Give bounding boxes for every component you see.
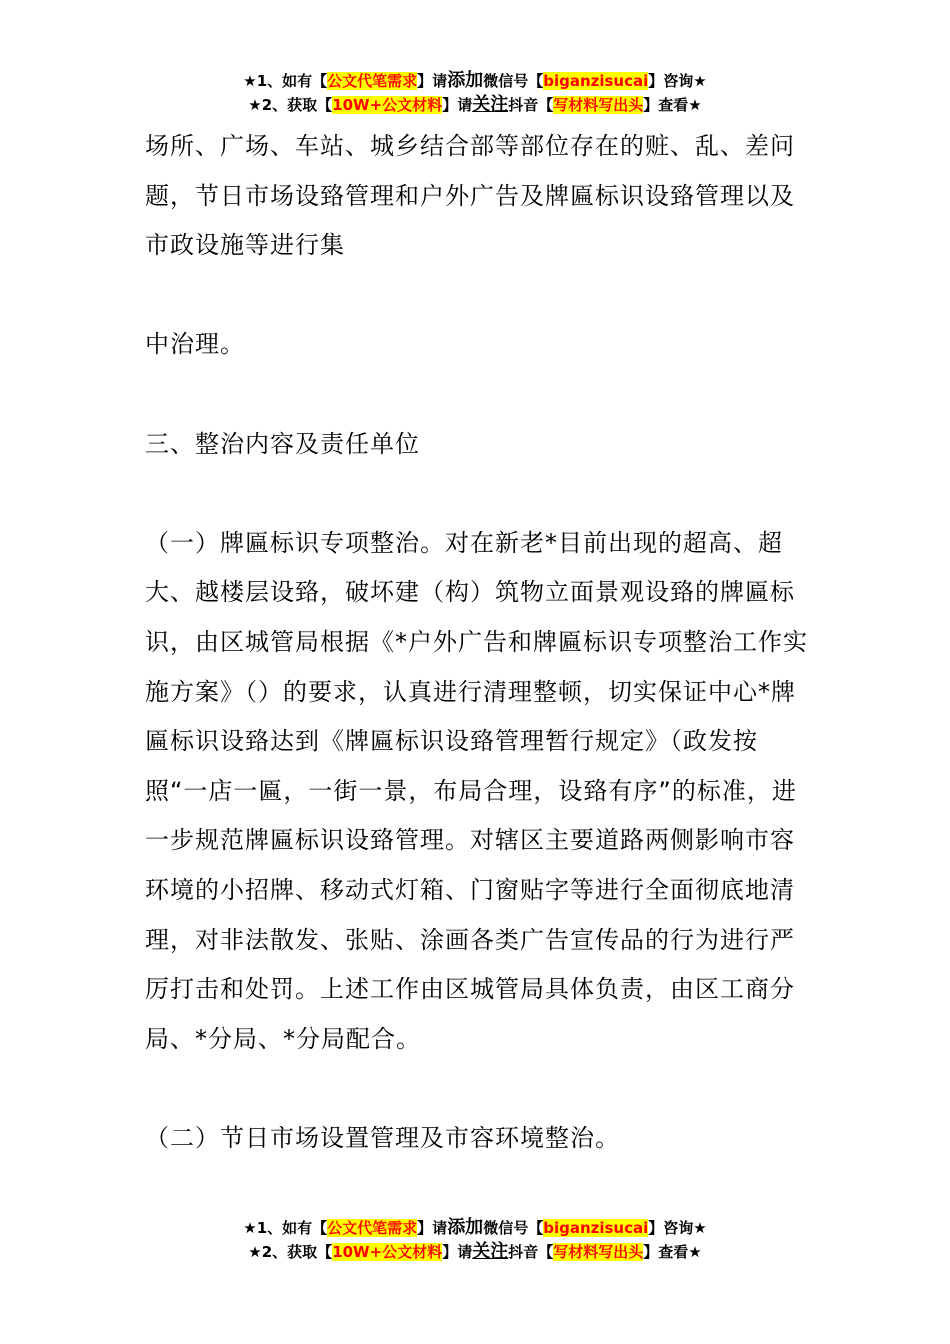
banner-text: 】请: [442, 1243, 473, 1261]
banner-highlight: biganzisucai: [543, 72, 649, 90]
document-body: [145, 122, 810, 1163]
banner-text: 】请: [442, 96, 473, 114]
paragraph: （二）节日市场设置管理及市容环境整治。: [145, 1123, 620, 1152]
banner-highlight: 公文代笔需求: [327, 1219, 418, 1237]
banner-text: 抖音【: [508, 1243, 554, 1261]
banner-highlight: 公文代笔需求: [327, 72, 418, 90]
banner-text: ★2、获取【: [248, 96, 333, 114]
section-heading: 三、整治内容及责任单位: [145, 429, 420, 458]
banner-emphasis: 添加: [447, 70, 484, 91]
banner-text: 】请: [417, 1219, 448, 1237]
banner-emphasis: 关注: [472, 1241, 509, 1262]
paragraph: 中治理。: [145, 330, 245, 359]
banner-text: 微信号【: [483, 72, 544, 90]
banner-line-2: [0, 1240, 950, 1264]
footer-banner: [0, 1216, 950, 1264]
banner-text: 】请: [417, 72, 448, 90]
banner-text: ★1、如有【: [243, 1219, 328, 1237]
banner-highlight: 10W+公文材料: [332, 1243, 443, 1261]
banner-emphasis: 添加: [447, 1217, 484, 1238]
banner-text: 】查看★: [643, 1243, 702, 1261]
paragraph: 场所、广场、车站、城乡结合部等部位存在的赃、乱、差问题，节日市场设臵管理和户外广告及牌匾标识设臵管理以及市政设施等进行集: [145, 132, 795, 260]
banner-highlight: 写材料写出头: [553, 1243, 644, 1261]
banner-highlight: 写材料写出头: [553, 96, 644, 114]
banner-emphasis: 关注: [472, 94, 509, 115]
banner-text: 抖音【: [508, 96, 554, 114]
header-banner: [0, 69, 950, 117]
banner-line-1: [0, 1216, 950, 1240]
banner-line-2: [0, 93, 950, 117]
banner-text: ★2、获取【: [248, 1243, 333, 1261]
banner-text: 】咨询★: [648, 1219, 707, 1237]
banner-highlight: biganzisucai: [543, 1219, 649, 1237]
banner-text: 】咨询★: [648, 72, 707, 90]
banner-text: 微信号【: [483, 1219, 544, 1237]
banner-text: 】查看★: [643, 96, 702, 114]
banner-line-1: [0, 69, 950, 93]
banner-highlight: 10W+公文材料: [332, 96, 443, 114]
paragraph: （一）牌匾标识专项整治。对在新老*目前出现的超高、超大、越楼层设臵，破坏建（构）筑物立面景观设臵的牌匾标识，由区城管局根据《*户外广告和牌匾标识专项整治工作实施方案》（）的要求，认真进行清理整顿，切实保证中心*牌匾标识设臵达到《牌匾标识设臵管理暂行规定》（政发按照“一店一匾，一街一景，布局合理，设臵有序”的标准，进一步规范牌匾标识设臵管理。对辖区主要道路两侧影响市容环境的小招牌、移动式灯箱、门窗贴字等进行全面彻底地清理，对非法散发、张贴、涂画各类广告宣传品的行为进行严厉打击和处罚。上述工作由区城管局具体负责，由区工商分局、*分局、*分局配合。: [145, 528, 808, 1053]
banner-text: ★1、如有【: [243, 72, 328, 90]
